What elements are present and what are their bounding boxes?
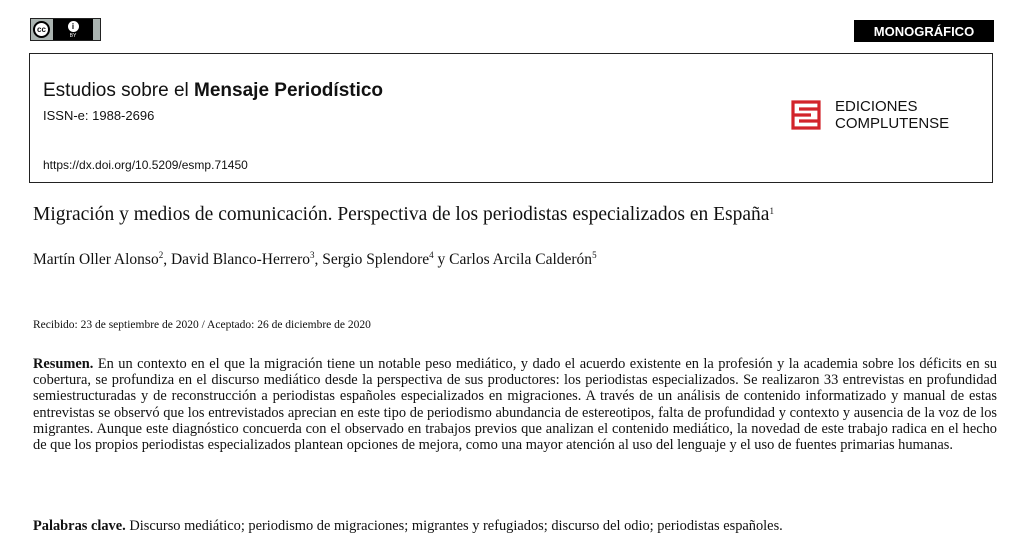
author-name: Carlos Arcila Calderón <box>449 251 593 268</box>
author-separator: , <box>163 251 171 268</box>
author-separator: y <box>433 251 450 268</box>
title-footnote-mark: 1 <box>769 206 774 216</box>
keywords-text: Discurso mediático; periodismo de migraciones; migrantes y refugiados; discurso del odio; periodistas españoles. <box>125 518 783 534</box>
journal-name <box>43 80 383 102</box>
article-title <box>33 204 774 226</box>
journal-issn: ISSN-e: 1988-2696 <box>43 108 155 123</box>
person-icon <box>68 21 79 32</box>
author-footnote-mark: 5 <box>592 250 597 260</box>
keywords-label: Palabras clave. <box>33 518 126 534</box>
author-separator: , <box>314 251 323 268</box>
by-glyph: i <box>71 21 75 31</box>
journal-header-box <box>29 53 993 183</box>
author-footnote-mark: 3 <box>309 250 315 260</box>
ediciones-complutense-icon <box>791 100 821 130</box>
publisher-logo <box>791 98 949 132</box>
publisher-name <box>835 98 949 132</box>
author-list <box>33 250 597 269</box>
author-name: Martín Oller Alonso <box>33 251 159 268</box>
attribution-icon <box>53 19 93 40</box>
received-accepted-dates: Recibido: 23 de septiembre de 2020 / Aceptado: 26 de diciembre de 2020 <box>33 319 371 331</box>
abstract-label: Resumen. <box>33 356 94 372</box>
doi-link[interactable]: https://dx.doi.org/10.5209/esmp.71450 <box>43 158 248 172</box>
author-name: David Blanco-Herrero <box>170 251 310 268</box>
author-name: Sergio Splendore <box>322 251 430 268</box>
cc-glyph: cc <box>37 25 46 34</box>
by-text: BY <box>69 32 77 39</box>
author-footnote-mark: 2 <box>158 250 164 260</box>
cc-by-license-badge[interactable] <box>30 18 101 41</box>
author-footnote-mark: 4 <box>429 250 434 260</box>
creative-commons-icon <box>33 21 50 38</box>
article-title-text: Migración y medios de comunicación. Perspectiva de los periodistas especializados en España <box>33 204 770 225</box>
journal-name-prefix: Estudios sobre el <box>43 80 195 101</box>
abstract <box>33 356 997 453</box>
publisher-line-2: COMPLUTENSE <box>835 115 950 132</box>
section-label: MONOGRÁFICO <box>854 20 994 42</box>
abstract-text: En un contexto en el que la migración tiene un notable peso mediático, y dado el acuerdo existente en la profesión y la academia sobre los déficits en su cobertura, se profundiza en el discurso mediático desde la perspectiva de sus productores: los periodistas especializados. Se realizaron 33 entrevistas en profundidad semiestructuradas y de reconstrucción a periodistas españoles especializados en migraciones. A través de un análisis de contenido informatizado y manual de estas entrevistas se observó que los entrevistados aprecian en este tipo de periodismo abundancia de estereotipos, falta de profundidad y contexto y ausencia de la voz de los migrantes. Aunque este diagnóstico concuerda con el observado en trabajos previos que analizan el contenido mediático, la novedad de este trabajo radica en el hecho de que los propios periodistas especializados plantean opciones de mejora, como una mayor atención al uso del lenguaje y el uso de fuentes primarias humanas. <box>33 356 997 454</box>
journal-name-bold: Mensaje Periodístico <box>194 80 384 101</box>
publisher-line-1: EDICIONES <box>835 98 918 115</box>
keywords <box>33 518 997 534</box>
